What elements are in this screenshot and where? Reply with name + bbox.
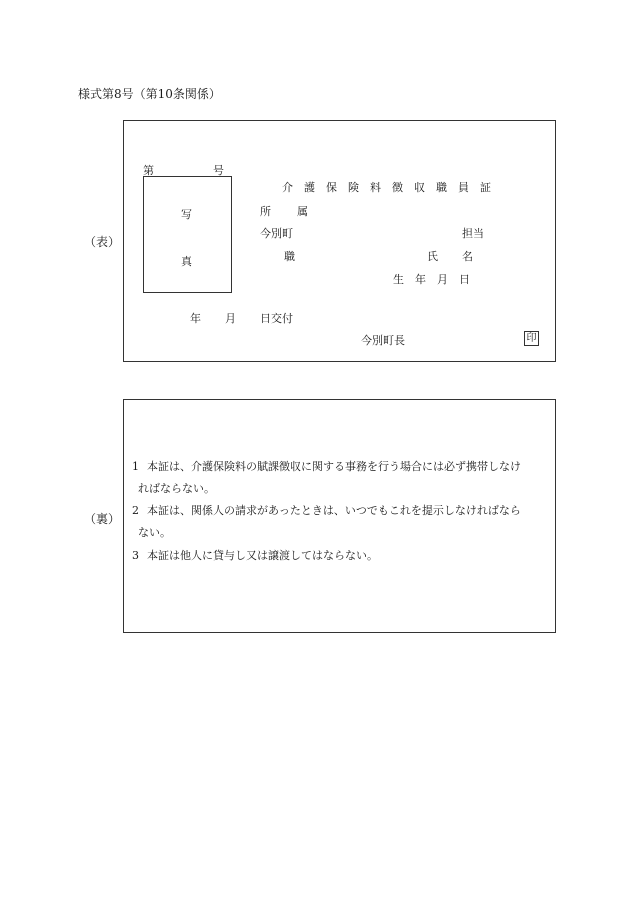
form-number-title: 様式第8号（第10条関係） <box>78 87 221 101</box>
town-name: 今別町 <box>260 227 293 240</box>
issue-month-label: 月 <box>225 312 236 325</box>
note-3-number: 3 <box>132 549 139 562</box>
note-2-line-2: ない。 <box>138 526 171 539</box>
front-side-label: （表） <box>84 235 121 249</box>
name-label-char-2: 名 <box>462 250 473 263</box>
card-number-suffix: 号 <box>213 164 224 177</box>
seal-stamp: 印 <box>524 331 539 346</box>
note-1-line-2: ればならない。 <box>138 482 215 495</box>
charge-label: 担当 <box>462 227 484 240</box>
issue-year-label: 年 <box>190 312 201 325</box>
mayor-label: 今別町長 <box>361 334 405 347</box>
affiliation-label-char-1: 所 <box>260 205 271 218</box>
affiliation-label-char-2: 属 <box>297 205 308 218</box>
note-2-number: 2 <box>132 504 139 517</box>
issue-day-label: 日交付 <box>260 312 293 325</box>
card-number-prefix: 第 <box>143 164 154 177</box>
name-label-char-1: 氏 <box>427 250 438 263</box>
note-1-line-1: 本証は、介護保険料の賦課徴収に関する事務を行う場合には必ず携帯しなけ <box>147 460 521 473</box>
birthdate-label: 生 年 月 日 <box>393 273 470 286</box>
photo-box <box>143 176 232 293</box>
note-2-line-1: 本証は、関係人の請求があったときは、いつでもこれを提示しなければなら <box>147 504 521 517</box>
photo-label-char-2: 真 <box>181 255 192 268</box>
back-side-label: （裏） <box>84 512 121 526</box>
position-label: 職 <box>284 250 295 263</box>
note-1-number: 1 <box>132 460 139 473</box>
photo-label-char-1: 写 <box>181 208 192 221</box>
card-title: 介護保険料徴収職員証 <box>282 181 502 194</box>
note-3-line-1: 本証は他人に貸与し又は譲渡してはならない。 <box>147 549 378 562</box>
